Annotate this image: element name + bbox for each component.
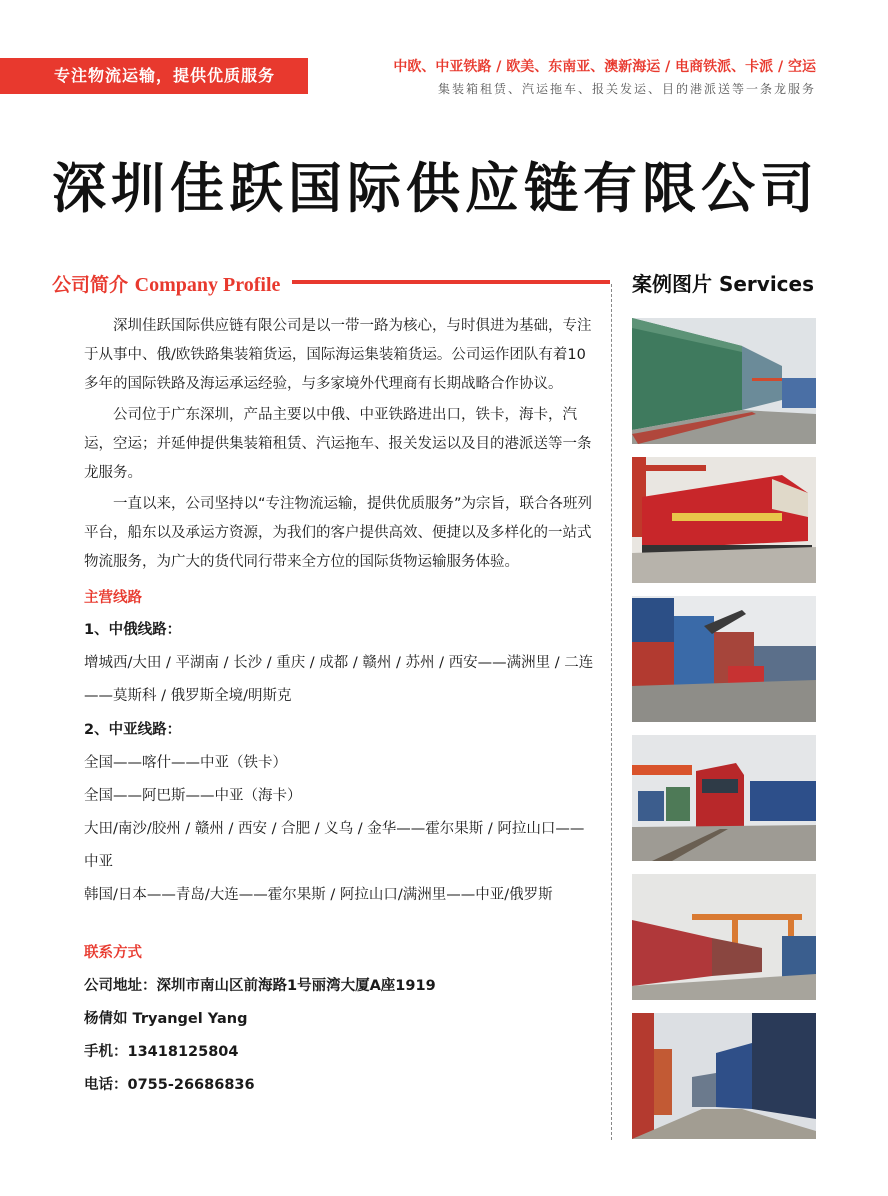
route2-line-4: 韩国/日本——青岛/大连——霍尔果斯 / 阿拉山口/满洲里——中亚/俄罗斯	[84, 887, 553, 903]
profile-title-en: Company Profile	[134, 274, 281, 296]
slogan-banner	[0, 58, 308, 94]
services-title: 案例图片 Services	[632, 272, 815, 296]
routes-summary: 中欧、中亚铁路 / 欧美、东南亚、澳新海运 / 电商铁派、卡派 / 空运	[393, 59, 816, 75]
contact-heading: 联系方式	[84, 945, 142, 961]
company-name: 深圳佳跃国际供应链有限公司	[52, 157, 819, 220]
contact-person: 杨倩如 Tryangel Yang	[84, 1011, 248, 1027]
profile-paragraph-2: 公司位于广东深圳，产品主要以中俄、中亚铁路进出口，铁卡，海卡，汽运，空运；并延伸提供集装箱租赁、汽运拖车、报关发运以及目的港派送等一条龙服务。	[84, 407, 592, 481]
contact-phone: 电话：0755-26686836	[84, 1077, 255, 1093]
profile-paragraph-1: 深圳佳跃国际供应链有限公司是以一带一路为核心，与时俱进为基础，专注于从事中、俄/欧铁路集装箱货运，国际海运集装箱货运。公司运作团队有着10多年的国际铁路及海运承运经验，与多家境外代理商有长期战略合作协议。	[84, 318, 592, 392]
contact-mobile: 手机：13418125804	[84, 1044, 239, 1060]
route2-title: 2、中亚线路：	[84, 722, 182, 738]
route2-line-1: 全国——喀什——中亚（铁卡）	[84, 755, 287, 771]
services-summary: 集装箱租赁、汽运拖车、报关发运、目的港派送等一条龙服务	[437, 82, 816, 96]
route2-line-3: 大田/南沙/胶州 / 赣州 / 西安 / 合肥 / 义乌 / 金华——霍尔果斯 / 阿拉山口——中亚	[84, 821, 585, 870]
photo-gantry-crane	[632, 874, 816, 1000]
photo-container-train	[632, 318, 816, 444]
photo-red-locomotive	[632, 457, 816, 583]
route2-line-2: 全国——阿巴斯——中亚（海卡）	[84, 788, 302, 804]
photo-container-yard	[632, 596, 816, 722]
route1-title: 1、中俄线路：	[84, 622, 182, 638]
contact-address: 公司地址：深圳市南山区前海路1号丽湾大厦A座1919	[84, 978, 436, 994]
profile-content	[84, 312, 596, 1102]
route1-line-1: 增城西/大田 / 平湖南 / 长沙 / 重庆 / 成都 / 赣州 / 苏州 / 西安——满洲里 / 二连——莫斯科 / 俄罗斯全境/明斯克	[84, 655, 594, 704]
slogan-text: 专注物流运输，提供优质服务	[54, 66, 276, 85]
profile-title	[52, 270, 280, 297]
column-divider	[611, 284, 612, 1140]
photo-locomotive-front	[632, 735, 816, 861]
profile-title-cn: 公司简介	[52, 274, 129, 296]
photo-container-stacks	[632, 1013, 816, 1139]
title-rule	[292, 280, 610, 284]
profile-paragraph-3: 一直以来，公司坚持以“专注物流运输，提供优质服务”为宗旨，联合各班列平台，船东以及承运方资源，为我们的客户提供高效、便捷以及多样化的一站式物流服务，为广大的货代同行带来全方位的国际货物运输服务体验。	[84, 496, 593, 570]
main-routes-heading: 主营线路	[84, 590, 142, 606]
